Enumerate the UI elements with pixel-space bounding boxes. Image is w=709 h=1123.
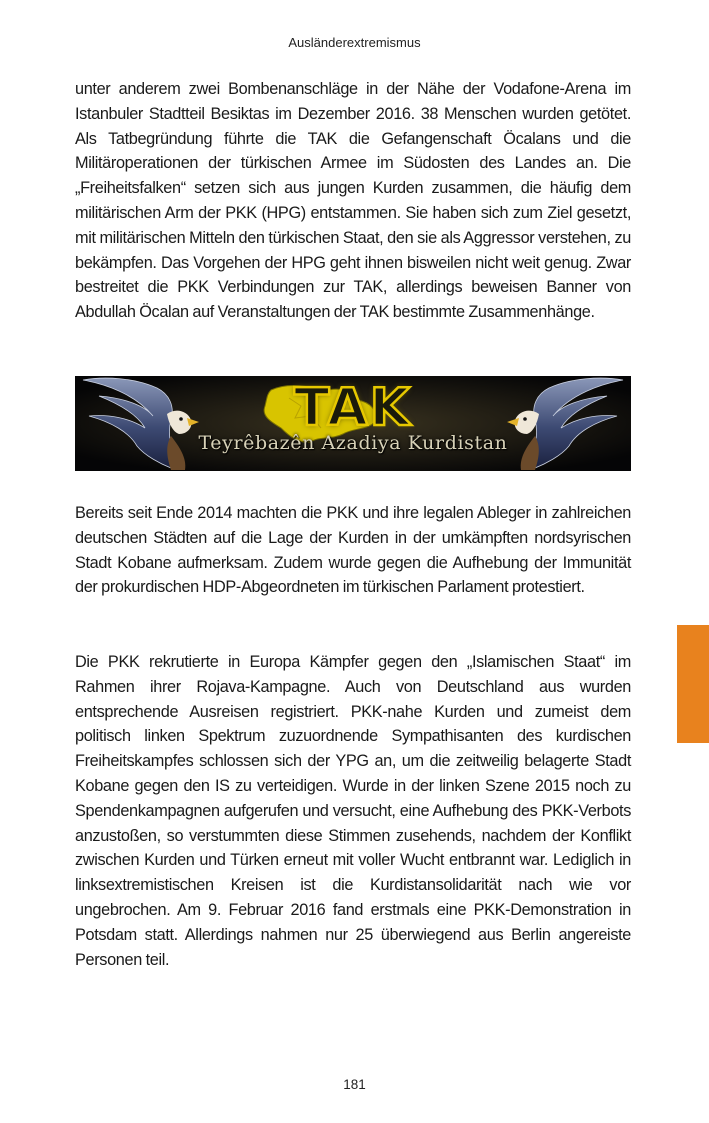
chapter-side-tab — [677, 625, 709, 743]
banner-title: TAK — [294, 378, 412, 438]
page-number: 181 — [343, 1077, 366, 1092]
tak-banner-image — [75, 376, 631, 471]
body-paragraph-1: unter anderem zwei Bombenanschläge in der Nähe der Vodafone-Arena im Istanbuler Stadtteil Besiktas im Dezember 2016. 38 Menschen wurden getötet. Als Tatbegründung führte die TAK die Gefangenschaft Öcalans und die Militäroperationen der türkischen Armee im Südosten des Landes an. Die „Freiheitsfalken“ setzen sich aus jungen Kurden zusammen, die häufig dem militärischen Arm der PKK (HPG) entstammen. Sie haben sich zum Ziel gesetzt, mit militärischen Mitteln den türkischen Staat, den sie als Aggressor verstehen, zu bekämpfen. Das Vorgehen der HPG geht ihnen bisweilen nicht weit genug. Zwar bestreitet die PKK Verbindungen zur TAK, allerdings beweisen Banner von Abdullah Öcalan auf Veranstaltungen der TAK bestimmte Zusammenhänge. — [75, 80, 631, 322]
running-head: Ausländerextremismus — [288, 35, 421, 50]
banner-subtitle: Teyrêbazên Azadiya Kurdistan — [198, 432, 508, 454]
body-paragraph-2: Bereits seit Ende 2014 machten die PKK und ihre legalen Ableger in zahlreichen deutschen Städten auf die Lage der Kurden in der umkämpften nordsyrischen Stadt Kobane aufmerksam. Zudem wurde gegen die Aufhebung der Immunität der prokurdischen HDP-Abgeordneten im türkischen Parlament protestiert. — [75, 504, 631, 597]
body-paragraph-3: Die PKK rekrutierte in Europa Kämpfer gegen den „Islamischen Staat“ im Rahmen ihrer Rojava-Kampagne. Auch von Deutschland aus wurden entsprechende Ausreisen registriert. PKK-nahe Kurden und zumeist dem politisch linken Spektrum zuzuordnende Sympathisanten des kurdischen Freiheitskampfes schlossen sich der YPG an, um die zeitweilig belagerte Stadt Kobane gegen den IS zu verteidigen. Wurde in der linken Szene 2015 noch zu Spendenkampagnen aufgerufen und versucht, eine Aufhebung des PKK-Verbots anzustoßen, so verstummten diese Stimmen zusehends, nachdem der Konflikt zwischen Kurden und Türken erneut mit voller Wucht entbrannt war. Lediglich in linksextremistischen Kreisen ist die Kurdistansolidarität nach wie vor ungebrochen. Am 9. Februar 2016 fand erstmals eine PKK-Demonstration in Potsdam statt. Allerdings nahmen nur 25 überwiegend aus Berlin angereiste Personen teil. — [75, 653, 631, 969]
